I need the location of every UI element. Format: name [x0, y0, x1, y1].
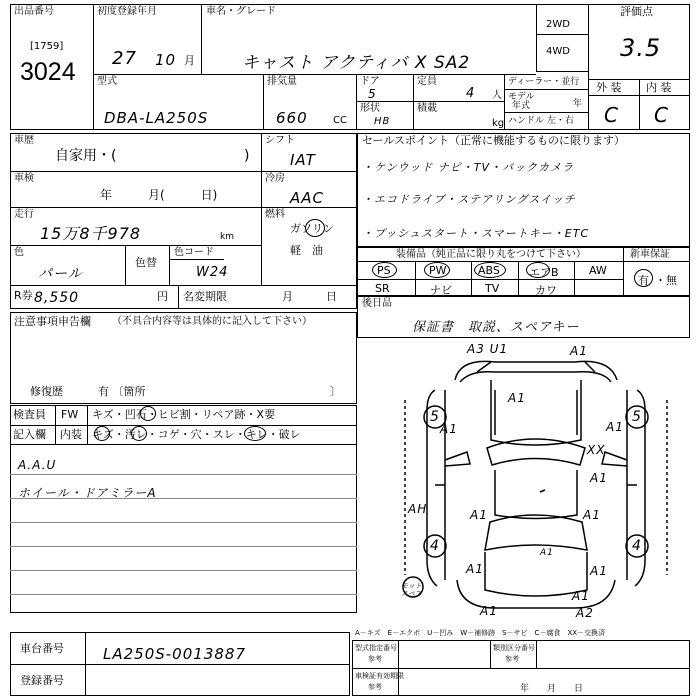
mark-tailgate: A1 [540, 548, 554, 558]
mark-left-rear: A1 [466, 562, 484, 576]
name-change-label: 名変期限 [183, 290, 227, 303]
shaken-label: 車検 [14, 173, 34, 184]
lot-label: 出品番号 [14, 6, 54, 17]
disp-label: 排気量 [267, 76, 297, 87]
later-label: 後日品 [362, 298, 392, 309]
mark-hood: A1 [508, 391, 526, 405]
car-name: キャスト アクティバ X SA2 [242, 53, 471, 73]
ext-value: C [604, 103, 619, 127]
model-year-label: モデル [508, 92, 535, 102]
shaken-value: 年 月( 日) [100, 188, 218, 202]
mileage-unit: km [220, 232, 234, 242]
disp-value: 660 [276, 109, 308, 127]
inspector-label-2: 記入欄 [13, 428, 46, 441]
dealer-label: ディーラー・並行 [508, 77, 580, 87]
equip-ps: PS [377, 264, 391, 277]
hand-note-1: A.A.U [18, 458, 57, 472]
cert-label: 型式指定番号 [355, 644, 397, 652]
fw-label: FW [61, 408, 79, 421]
spare-note: モット スペア [401, 582, 422, 598]
tire-front-left: 5 [430, 409, 440, 425]
equip-sr: SR [375, 282, 390, 295]
sales-title: セールスポイント（正常に機能するものに限ります） [362, 134, 626, 147]
cert2-label: 車検証有効期限 [355, 672, 404, 680]
color-code-label: 色コード [174, 247, 214, 258]
mark-left-door: A1 [470, 508, 488, 522]
notes-label: 注意事項申告欄 [14, 315, 91, 328]
model-year-sub: 年式 [512, 101, 531, 111]
mark-rear-right: A1 [572, 589, 590, 603]
date-units: 年 月 日 [520, 684, 584, 694]
name-change-value: 月 日 [282, 290, 337, 303]
inspector-label-1: 検査員 [13, 408, 46, 421]
mark-right-door-rear: A1 [583, 508, 601, 522]
recycle-unit: 円 [157, 290, 168, 303]
history-close: ) [244, 148, 250, 164]
mark-xx: XX [587, 443, 606, 457]
fuel-circle [305, 219, 325, 237]
drive-4wd: 4WD [546, 46, 570, 57]
lot-number: 3024 [20, 58, 76, 86]
equip-tv: TV [485, 282, 500, 295]
mark-right-door-front: A1 [590, 471, 608, 485]
class-label: 類別区分番号 [493, 644, 535, 652]
notes-hint: （不具合内容等は具体的に記入して下さい） [112, 316, 312, 327]
repair-value: 有 〔箇所 [98, 385, 146, 398]
color-code-value: W24 [196, 265, 229, 280]
equip-pw: PW [429, 264, 447, 277]
new-car-label: 新車保証 [630, 249, 670, 260]
shift-value: IAT [290, 151, 316, 169]
capacity-label: 定員 [417, 76, 437, 87]
fuel-label: 燃料 [265, 209, 285, 220]
tire-rear-right: 4 [632, 538, 642, 554]
damage-legend: A－キズ E－エクボ U－凹み W－補修跡 S－サビ C－腐食 XX－交換済 [355, 629, 606, 637]
chassis-value: LA250S-0013887 [103, 645, 246, 663]
mark-left-fender: A1 [440, 422, 458, 436]
doors-label: ドア [360, 76, 380, 87]
equip-airbag: エアB [529, 266, 559, 279]
equip-aw: AW [589, 264, 607, 277]
notes-lines-frame [10, 445, 357, 613]
fuel-opt1: ガソリン [290, 222, 334, 235]
equip-navi: ナビ [430, 284, 452, 297]
history-label: 車歴 [14, 135, 34, 146]
equip-leather: カワ [535, 284, 557, 297]
color-value: パール [38, 266, 83, 282]
month-unit: 月 [184, 54, 195, 67]
repair-label: 修復歴 [30, 385, 63, 398]
int-items: キズ・汚レ・コゲ・穴・スレ・キレ・破レ [92, 428, 301, 441]
shape-value: HB [374, 116, 391, 127]
mark-right-rear: A1 [590, 564, 608, 578]
mark-front-right: A1 [570, 344, 588, 358]
shift-label: シフト [265, 135, 295, 146]
sales-line-3: ・プッシュスタート・スマートキー・ETC [362, 227, 590, 240]
hand-note-2: ホイール・ドアミラーA [18, 486, 157, 500]
name-label: 車名・グレード [206, 6, 276, 17]
int-label: 内 装 [646, 81, 672, 94]
mileage-label: 走行 [14, 209, 34, 220]
drive-2wd: 2WD [546, 19, 570, 30]
cert-sub: 参考 [368, 655, 382, 663]
int-check-label: 内装 [60, 428, 82, 441]
capacity-unit: 人 [492, 90, 502, 101]
reg-month: 10 [155, 51, 177, 69]
later-value: 保証書 取説、スペアキー [412, 320, 580, 335]
load-unit: kg [492, 118, 505, 129]
repair-close: 〕 [330, 385, 341, 398]
lot-ref: [1759] [30, 41, 64, 52]
disp-unit: CC [333, 115, 347, 126]
model-label: 型式 [97, 76, 117, 87]
warranty-yes: 有 [638, 274, 649, 287]
chassis-label: 車台番号 [20, 642, 64, 655]
fuel-opt2: 軽 油 [290, 244, 323, 257]
sales-line-1: ・ケンウッド ナビ・TV・バックカメラ [362, 161, 574, 174]
class-sub: 参考 [505, 655, 519, 663]
mark-rear-bumper: A2 [576, 606, 594, 620]
ac-value: AAC [290, 189, 324, 207]
mark-left-side: AH [408, 502, 428, 516]
color-label: 色 [14, 247, 24, 258]
history-value: 自家用・( [55, 148, 117, 164]
tire-front-right: 5 [632, 409, 642, 425]
int-value: C [654, 103, 669, 127]
mark-rear-left: A1 [480, 604, 498, 618]
cert2-sub: 参考 [368, 683, 382, 691]
regnum-label: 登録番号 [20, 674, 64, 687]
year-unit: 年 [573, 99, 583, 109]
equip-abs: ABS [478, 264, 500, 277]
grade-value: 3.5 [620, 34, 662, 62]
handle-label: ハンドル 左・右 [508, 116, 574, 126]
doors-value: 5 [368, 87, 377, 101]
capacity-value: 4 [466, 86, 476, 101]
ext-label: 外 装 [596, 81, 622, 94]
recycle-value: 8,550 [34, 290, 80, 306]
fw-items: キズ・凹石・ヒビ割・リペア跡・X要 [92, 408, 276, 421]
recycle-label: R券 [14, 289, 33, 302]
grade-label: 評価点 [620, 5, 653, 18]
equipment-title: 装備品（純正品に限り丸をつけて下さい） [396, 249, 586, 260]
warranty-no: ・無 [655, 274, 677, 287]
reg-year: 27 [112, 48, 137, 69]
car-diagram [395, 340, 690, 625]
color-change-label: 色替 [135, 256, 157, 269]
sales-line-2: ・エコドライブ・ステアリングスイッチ [362, 193, 576, 206]
load-label: 積載 [417, 103, 437, 114]
model-value: DBA-LA250S [104, 109, 209, 127]
mileage-value: 15万8千978 [40, 224, 142, 243]
mark-right-fender: A1 [606, 420, 624, 434]
tire-rear-left: 4 [430, 538, 440, 554]
ac-label: 冷房 [265, 173, 285, 184]
reg-label: 初度登録年月 [97, 6, 157, 17]
mark-front-left: A3 U1 [467, 342, 509, 356]
shape-label: 形状 [360, 103, 380, 114]
